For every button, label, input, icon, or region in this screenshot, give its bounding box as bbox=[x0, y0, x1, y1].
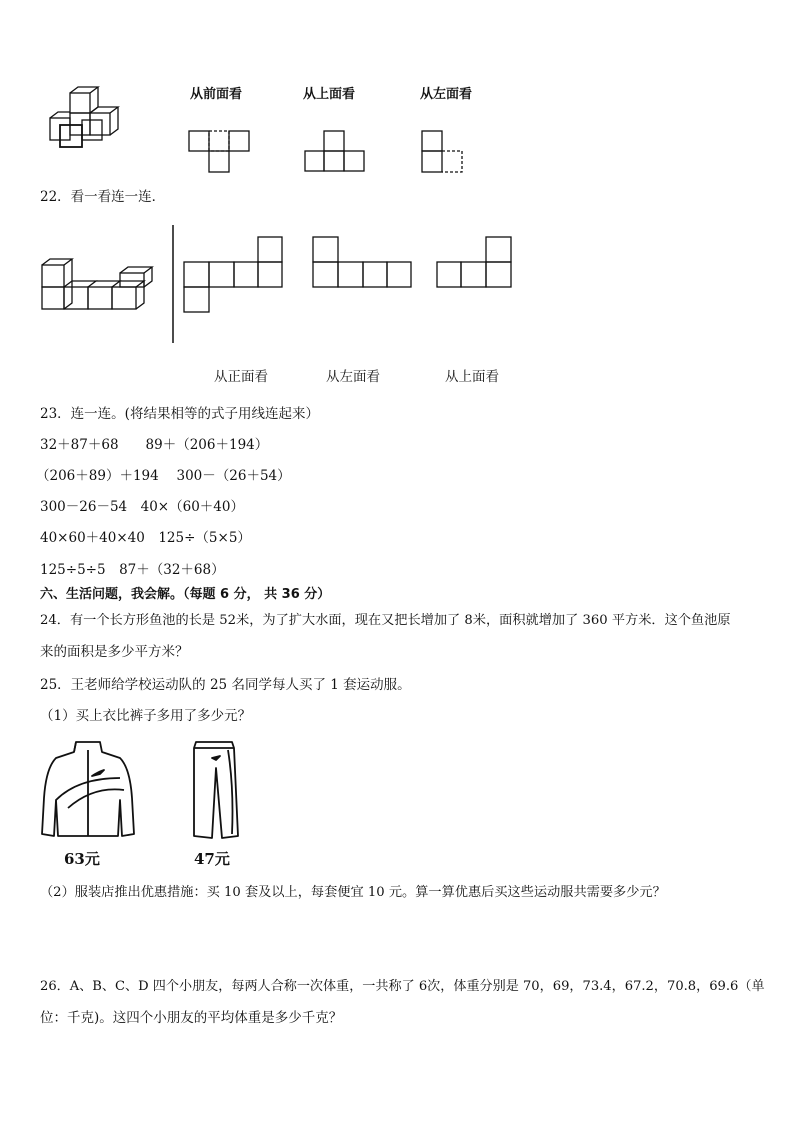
q22-label-front: 从正面看 bbox=[214, 369, 268, 385]
q22-divider-line bbox=[171, 225, 175, 345]
jacket-image bbox=[38, 738, 138, 843]
q22-label-top: 从上面看 bbox=[445, 369, 499, 385]
q22-solid-figure bbox=[40, 255, 160, 315]
cube-stack-figure-q21 bbox=[40, 85, 130, 155]
pants-image bbox=[188, 738, 243, 843]
jacket-price: 63元 bbox=[64, 850, 100, 868]
q22-label-left: 从左面看 bbox=[326, 369, 380, 385]
q26-line-2: 位：千克)。这四个小朋友的平均体重是多少千克？ bbox=[40, 1010, 343, 1026]
q23-title: 23．连一连。(将结果相等的式子用线连起来） bbox=[40, 406, 319, 422]
q24-line-2: 来的面积是多少平方米？ bbox=[40, 644, 189, 660]
front-view-drawing bbox=[188, 130, 268, 175]
q22-title: 22．看一看连一连． bbox=[40, 189, 166, 205]
section-6-heading: 六、生活问题，我会解。（每题 6 分， 共 36 分） bbox=[40, 587, 331, 602]
q25-sub-question-2: （2）服装店推出优惠措施：买 10 套及以上，每套便宜 10 元。算一算优惠后买这些运动服共需要多少元？ bbox=[40, 885, 666, 900]
pants-price: 47元 bbox=[194, 850, 230, 868]
front-view-label: 从前面看 bbox=[190, 87, 243, 102]
q22-view-c bbox=[436, 236, 516, 291]
top-view-drawing bbox=[304, 130, 374, 175]
q23-row-3: 300－26－54 40×（60＋40） bbox=[40, 499, 244, 515]
left-view-drawing bbox=[421, 130, 471, 175]
q25-sub-question-1: （1）买上衣比裤子多用了多少元？ bbox=[40, 708, 252, 724]
q23-row-2: （206＋89）＋194 300－（26＋54） bbox=[36, 468, 291, 484]
left-view-label: 从左面看 bbox=[420, 87, 473, 102]
q22-view-b bbox=[312, 236, 414, 291]
q23-row-1: 32＋87＋68 89＋（206＋194） bbox=[40, 437, 269, 453]
q23-row-5: 125÷5÷5 87＋（32＋68） bbox=[40, 562, 225, 578]
q25-title: 25．王老师给学校运动队的 25 名同学每人买了 1 套运动服。 bbox=[40, 677, 411, 693]
q22-view-a bbox=[183, 236, 285, 314]
q24-line-1: 24．有一个长方形鱼池的长是 52米，为了扩大水面，现在又把长增加了 8米，面积就增加了 360 平方米．这个鱼池原 bbox=[40, 613, 731, 628]
top-view-label: 从上面看 bbox=[303, 87, 356, 102]
q26-line-1: 26．A、B、C、D 四个小朋友，每两人合称一次体重，一共称了 6次，体重分别是 70，69，73.4，67.2，70.8，69.6（单 bbox=[40, 979, 765, 994]
q23-row-4: 40×60＋40×40 125÷（5×5） bbox=[40, 530, 251, 546]
